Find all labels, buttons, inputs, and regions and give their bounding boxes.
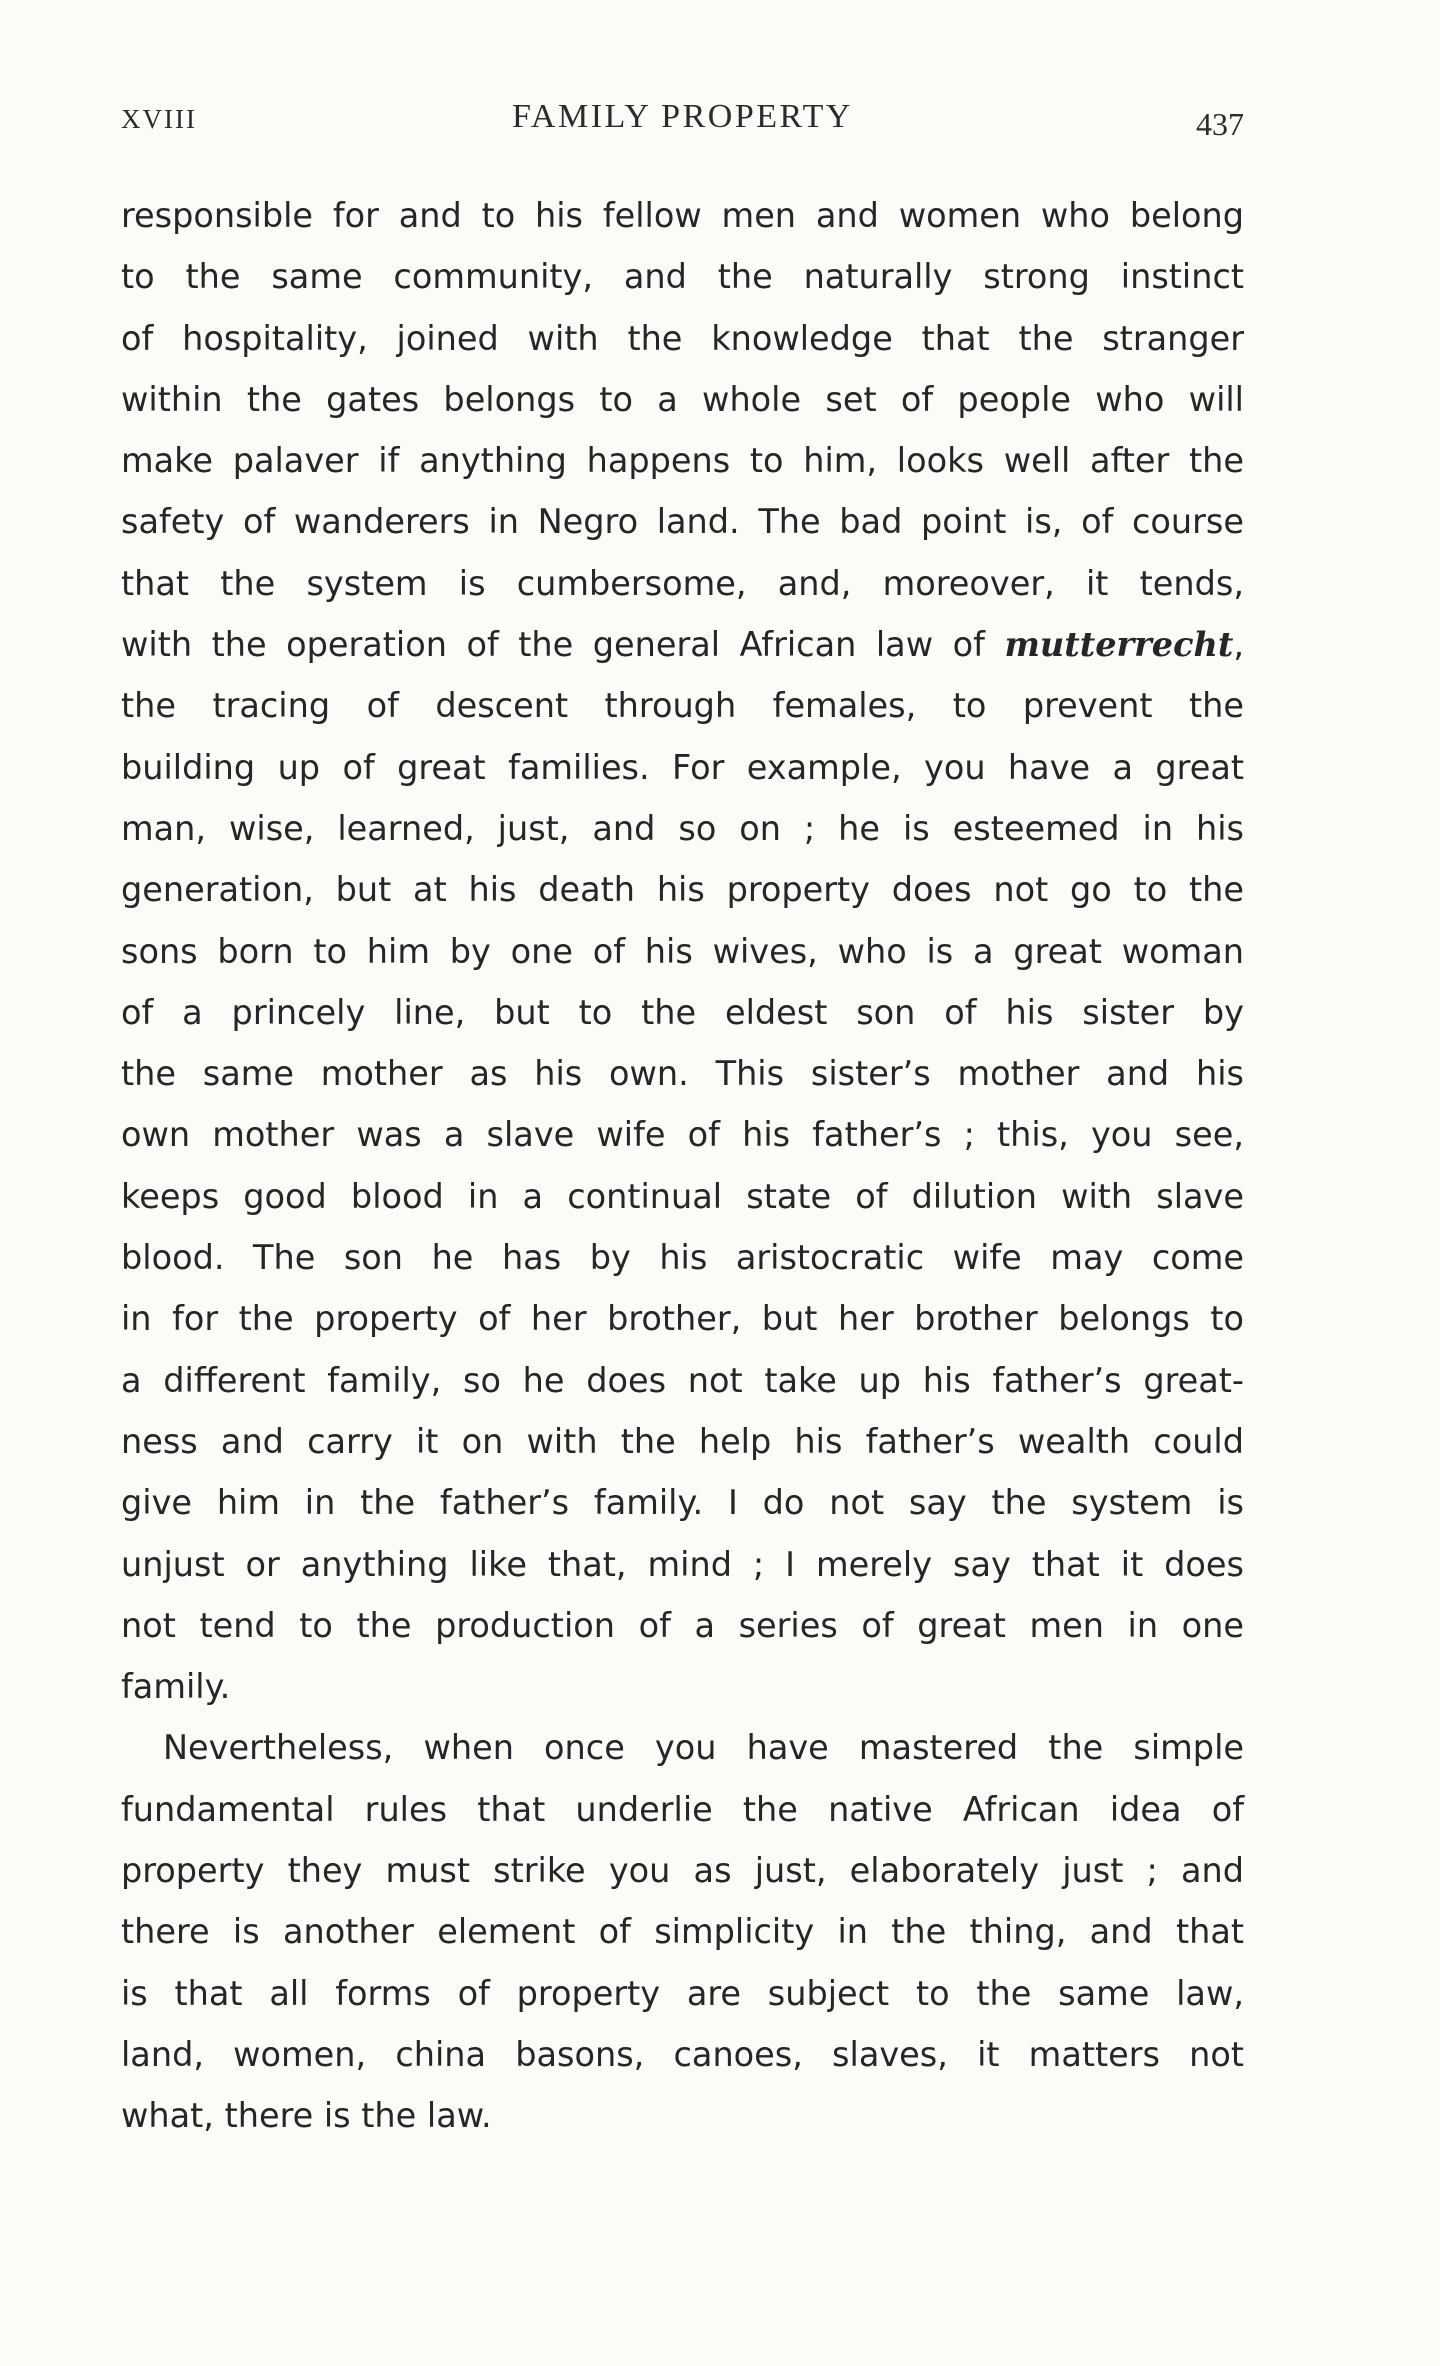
text-line: own mother was a slave wife of his father’s ; this, you see, bbox=[121, 1115, 1244, 1155]
text-line: in for the property of her brother, but her brother belongs to bbox=[121, 1299, 1244, 1339]
text-line: give him in the father’s family. I do not say the system is bbox=[121, 1483, 1244, 1523]
text-line: a different family, so he does not take up his father’s great- bbox=[121, 1360, 1244, 1400]
page-number: 437 bbox=[1196, 106, 1244, 142]
text-line: family. bbox=[121, 1667, 231, 1707]
text-line: not tend to the production of a series of great men in one bbox=[121, 1605, 1244, 1645]
text-line: of hospitality, joined with the knowledge that the stranger bbox=[121, 318, 1244, 358]
text-line: the same mother as his own. This sister’s mother and his bbox=[121, 1054, 1244, 1094]
text-line: blood. The son he has by his aristocratic wife may come bbox=[121, 1238, 1244, 1278]
text-line: to the same community, and the naturally strong instinct bbox=[121, 257, 1244, 297]
text-line: building up of great families. For example, you have a great bbox=[121, 747, 1244, 787]
text-line: the tracing of descent through females, to prevent the bbox=[121, 686, 1244, 726]
text-line: generation, but at his death his property does not go to the bbox=[121, 870, 1244, 910]
text-line: ness and carry it on with the help his father’s wealth could bbox=[121, 1421, 1244, 1461]
text-run: , bbox=[1233, 625, 1244, 665]
paragraph bbox=[121, 185, 1244, 1717]
text-line: responsible for and to his fellow men and women who belong bbox=[121, 196, 1244, 235]
text-line: of a princely line, but to the eldest son of his sister by bbox=[121, 992, 1244, 1032]
text-line: fundamental rules that underlie the native African idea of bbox=[121, 1789, 1244, 1829]
text-line: Nevertheless, when once you have mastered the simple bbox=[163, 1728, 1244, 1768]
text-line bbox=[121, 614, 1244, 675]
text-run: with the operation of the general African law of bbox=[121, 625, 1005, 665]
italic-term: mutterrecht bbox=[1004, 625, 1234, 665]
text-line: land, women, china basons, canoes, slaves, it matters not bbox=[121, 2034, 1244, 2074]
text-line: what, there is the law. bbox=[121, 2096, 492, 2136]
text-line: unjust or anything like that, mind ; I merely say that it does bbox=[121, 1544, 1244, 1584]
text-line: within the gates belongs to a whole set of people who will bbox=[121, 379, 1244, 419]
text-line: that the system is cumbersome, and, moreover, it tends, bbox=[121, 563, 1244, 603]
text-line: make palaver if anything happens to him, looks well after the bbox=[121, 441, 1244, 481]
text-line: is that all forms of property are subject to the same law, bbox=[121, 1973, 1244, 2013]
chapter-number: XVIII bbox=[121, 104, 197, 134]
text-line: man, wise, learned, just, and so on ; he is esteemed in his bbox=[121, 808, 1244, 848]
paragraph bbox=[121, 1717, 1244, 2146]
text-line: sons born to him by one of his wives, who is a great woman bbox=[121, 931, 1244, 971]
text-line: there is another element of simplicity in the thing, and that bbox=[121, 1912, 1244, 1952]
running-title: FAMILY PROPERTY bbox=[512, 98, 853, 135]
text-line: safety of wanderers in Negro land. The bad point is, of course bbox=[121, 502, 1244, 542]
body-text bbox=[121, 185, 1244, 2147]
text-line: keeps good blood in a continual state of dilution with slave bbox=[121, 1176, 1244, 1216]
text-line: property they must strike you as just, elaborately just ; and bbox=[121, 1851, 1244, 1891]
running-head bbox=[121, 96, 1244, 146]
